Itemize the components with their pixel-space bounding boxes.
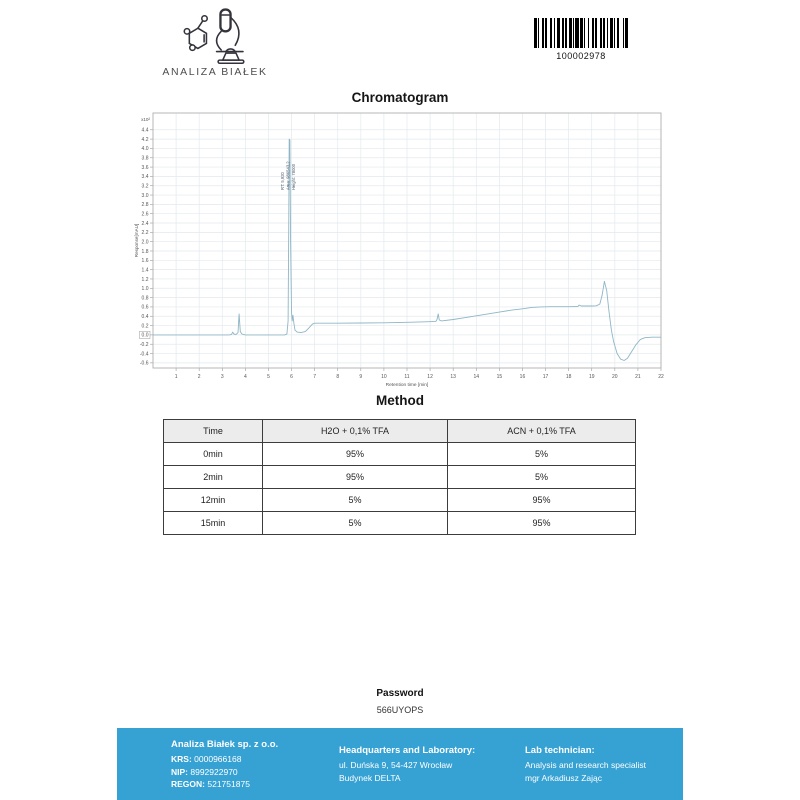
table-cell: 95% <box>263 466 448 489</box>
svg-text:3.0: 3.0 <box>141 192 149 199</box>
password-label: Password <box>376 688 424 699</box>
svg-text:7: 7 <box>313 374 317 380</box>
table-cell: 15min <box>164 512 263 535</box>
table-cell: 0min <box>164 443 263 466</box>
barcode-bars-icon <box>534 18 628 48</box>
footer-company-name: Analiza Białek sp. z o.o. <box>171 739 279 750</box>
svg-text:3.8: 3.8 <box>141 155 149 162</box>
svg-text:1.8: 1.8 <box>141 248 149 255</box>
table-row <box>164 512 636 535</box>
method-column-header: ACN + 0,1% TFA <box>448 420 636 443</box>
headquarters-address: ul. Duńska 9, 54-427 Wrocław <box>339 760 453 770</box>
footer-company-info <box>171 739 278 791</box>
svg-text:5: 5 <box>267 374 270 380</box>
svg-text:4.0: 4.0 <box>141 146 149 153</box>
peak-annotation: Area: 986543,2 <box>285 161 291 190</box>
svg-text:8: 8 <box>336 374 340 380</box>
footer-regon <box>171 778 278 791</box>
svg-text:15: 15 <box>496 374 503 380</box>
table-cell: 95% <box>448 512 636 535</box>
svg-text:4.4: 4.4 <box>141 127 149 134</box>
svg-text:1.0: 1.0 <box>141 286 149 293</box>
svg-text:13: 13 <box>450 374 456 380</box>
svg-text:1.2: 1.2 <box>141 276 149 283</box>
svg-text:0.2: 0.2 <box>141 323 149 330</box>
headquarters-building: Budynek DELTA <box>339 772 401 783</box>
svg-text:0.8: 0.8 <box>141 295 149 302</box>
svg-text:20: 20 <box>612 374 618 380</box>
svg-text:-0.4: -0.4 <box>139 351 149 358</box>
svg-text:21: 21 <box>635 374 641 380</box>
svg-text:Retention time [min]: Retention time [min] <box>385 383 429 388</box>
footer <box>117 728 683 800</box>
chromatogram-plot <box>133 104 668 394</box>
logo-microscope-icon <box>176 8 254 64</box>
footer-krs <box>171 753 278 766</box>
svg-text:11: 11 <box>404 374 410 380</box>
company-logo <box>160 8 270 78</box>
svg-text:3.2: 3.2 <box>141 183 149 190</box>
method-column-header: Time <box>164 420 263 443</box>
svg-text:1.4: 1.4 <box>141 267 149 274</box>
method-table <box>163 419 636 535</box>
table-cell: 5% <box>448 443 636 466</box>
svg-text:2.8: 2.8 <box>141 202 149 209</box>
svg-text:16: 16 <box>519 374 526 380</box>
table-cell: 95% <box>448 489 636 512</box>
svg-text:3: 3 <box>220 374 224 380</box>
footer-nip <box>171 766 278 779</box>
svg-text:4: 4 <box>243 374 247 380</box>
chromatogram-chart <box>133 104 668 399</box>
table-cell: 5% <box>263 512 448 535</box>
svg-text:2.0: 2.0 <box>141 239 149 246</box>
nip-value: 8992922970 <box>190 766 238 777</box>
technician-role: Analysis and research specialist <box>525 760 646 770</box>
barcode <box>534 18 628 61</box>
svg-text:Response[mAU]: Response[mAU] <box>134 223 139 258</box>
method-table-header <box>164 420 636 443</box>
svg-text:0.4: 0.4 <box>141 314 149 321</box>
regon-label: REGON: <box>171 779 205 789</box>
technician-title: Lab technician: <box>525 745 595 756</box>
chromatogram-title: Chromatogram <box>351 90 449 105</box>
svg-text:2.2: 2.2 <box>141 230 149 237</box>
footer-headquarters <box>339 745 475 784</box>
svg-text:2: 2 <box>197 374 201 380</box>
svg-text:1.6: 1.6 <box>141 258 149 265</box>
svg-text:-0.2: -0.2 <box>139 342 149 349</box>
table-cell: 5% <box>263 489 448 512</box>
footer-technician <box>525 745 646 784</box>
table-row <box>164 466 636 489</box>
krs-label: KRS: <box>171 754 192 764</box>
headquarters-title: Headquarters and Laboratory: <box>339 745 476 756</box>
table-cell: 2min <box>164 466 263 489</box>
method-column-header: H2O + 0,1% TFA <box>263 420 448 443</box>
svg-text:3.6: 3.6 <box>141 164 149 171</box>
svg-text:3.4: 3.4 <box>141 174 149 181</box>
logo-text: ANALIZA BIAŁEK <box>162 66 268 78</box>
svg-text:17: 17 <box>542 374 549 380</box>
svg-text:2.6: 2.6 <box>141 211 149 218</box>
password-value: 566UYOPS <box>376 705 424 715</box>
svg-text:1: 1 <box>174 374 178 380</box>
svg-text:19: 19 <box>588 374 595 380</box>
svg-text:0.6: 0.6 <box>141 304 149 311</box>
peak-annotation: RT: 5,920 <box>280 172 286 190</box>
table-row <box>164 443 636 466</box>
table-cell: 95% <box>263 443 448 466</box>
svg-text:4.2: 4.2 <box>141 136 149 143</box>
svg-text:14: 14 <box>473 374 480 380</box>
svg-text:12: 12 <box>427 374 433 380</box>
method-title: Method <box>376 393 424 408</box>
svg-text:0.0: 0.0 <box>141 332 149 339</box>
table-row <box>164 489 636 512</box>
table-cell: 5% <box>448 466 636 489</box>
method-table-body <box>164 443 636 535</box>
password-section <box>0 688 800 715</box>
peak-annotation: Height: 78000 <box>291 163 297 190</box>
svg-text:22: 22 <box>658 374 664 380</box>
svg-text:10: 10 <box>381 374 387 380</box>
svg-text:6: 6 <box>290 374 293 380</box>
svg-text:18: 18 <box>565 374 572 380</box>
regon-value: 521751875 <box>207 779 250 789</box>
svg-text:-0.6: -0.6 <box>139 360 149 367</box>
technician-name: mgr Arkadiusz Zając <box>525 772 602 783</box>
svg-text:9: 9 <box>359 374 363 380</box>
krs-value: 0000966168 <box>194 754 242 764</box>
barcode-number: 100002978 <box>556 51 606 61</box>
svg-text:x10²: x10² <box>141 117 150 122</box>
svg-text:2.4: 2.4 <box>141 220 149 227</box>
table-cell: 12min <box>164 489 263 512</box>
nip-label: NIP: <box>171 766 188 777</box>
